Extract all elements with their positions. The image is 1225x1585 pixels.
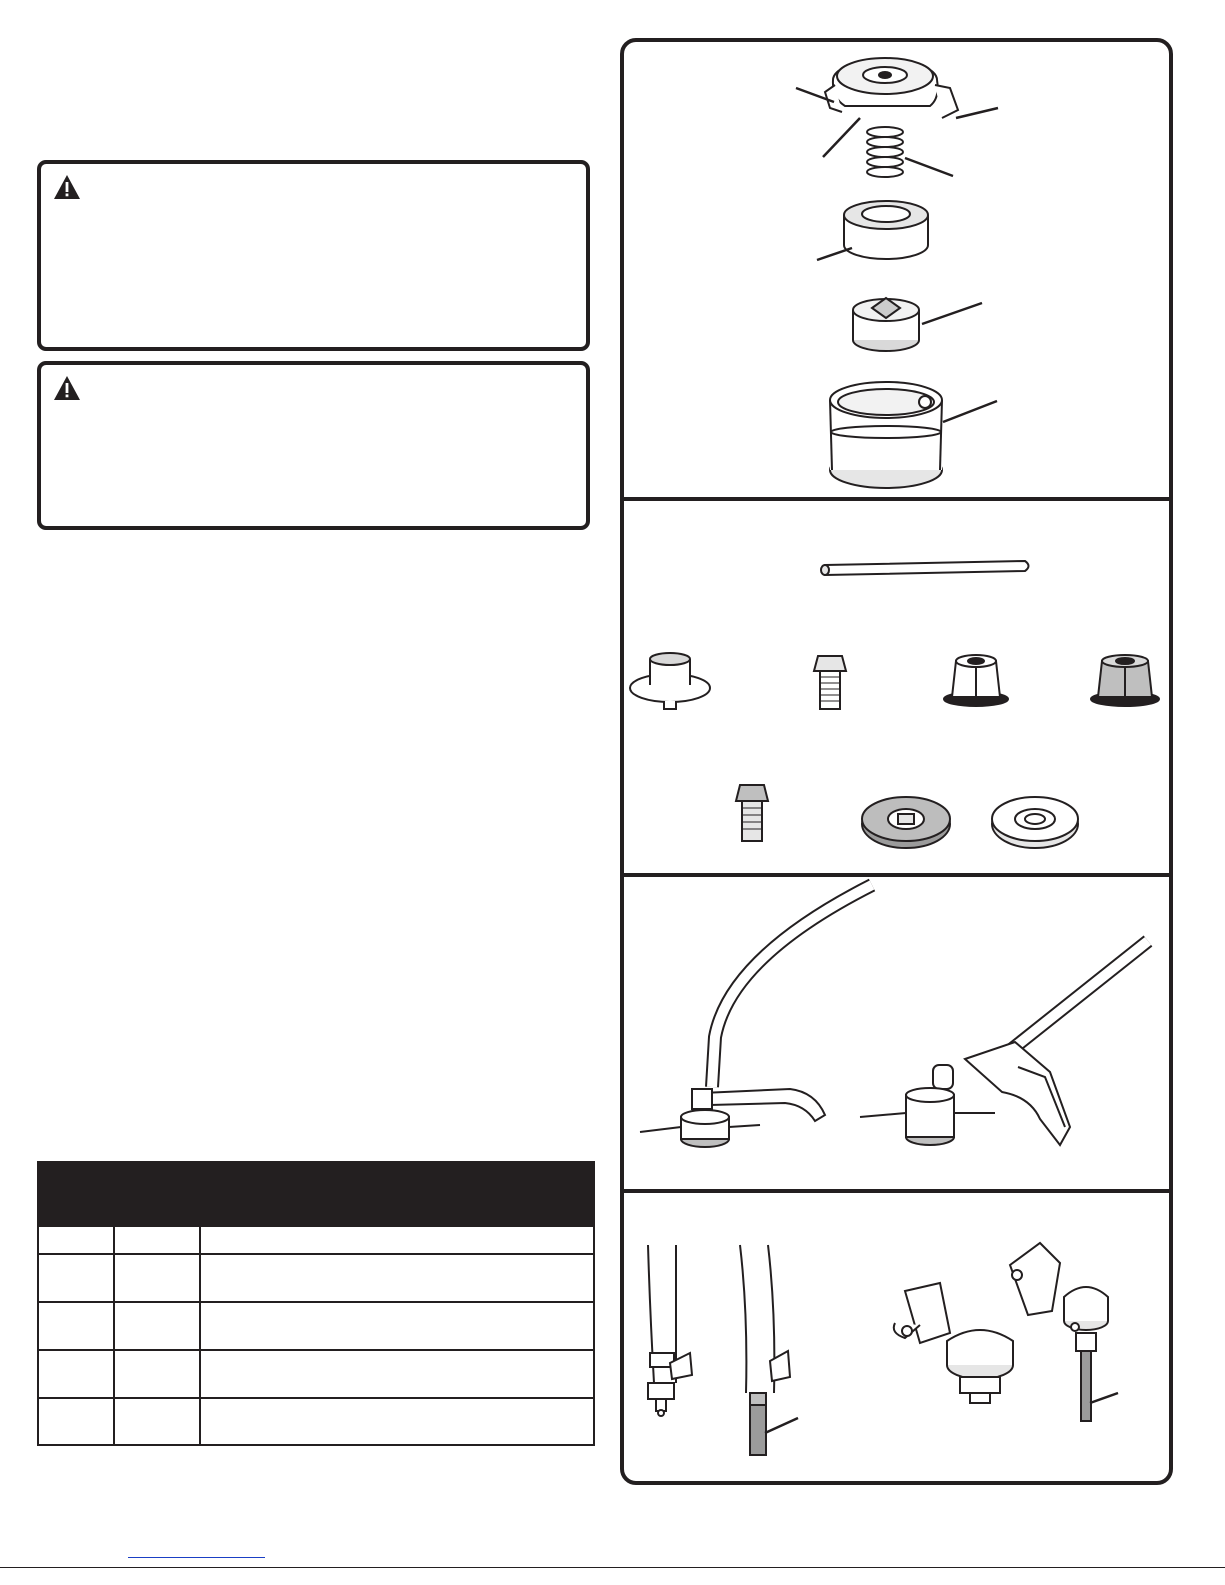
spec-table	[37, 1161, 595, 1446]
footer-link-underline[interactable]	[128, 1557, 265, 1558]
straight-gearhead-right	[1010, 1243, 1118, 1421]
table-row-line	[37, 1253, 595, 1255]
table-row-line	[37, 1301, 595, 1303]
curved-shaft-end	[648, 1245, 692, 1416]
table-col-line	[593, 1227, 595, 1446]
short-bolt-part	[814, 656, 846, 709]
shaft-ends-figure	[620, 1193, 1173, 1483]
table-row-line	[37, 1397, 595, 1399]
dark-washer-part	[862, 797, 950, 848]
hardware-kit-figure	[620, 501, 1173, 873]
spring-part	[867, 127, 903, 177]
adapter-cap-part	[630, 653, 710, 709]
spec-table-header	[37, 1161, 595, 1227]
straight-gearhead-left	[894, 1283, 1013, 1403]
hub-insert-part	[853, 298, 919, 351]
trimmer-types-figure	[620, 877, 1173, 1189]
curved-shaft-end-with-cable	[740, 1245, 798, 1455]
spool-cover-part	[825, 58, 958, 118]
light-washer-part	[992, 797, 1078, 848]
table-row-line	[37, 1444, 595, 1446]
curved-shaft-trimmer	[640, 885, 872, 1147]
warning-box-2	[37, 361, 590, 530]
table-col-line	[199, 1227, 201, 1446]
footer-rule	[0, 1567, 1225, 1568]
warning-box-1	[37, 160, 590, 351]
table-col-line	[113, 1227, 115, 1446]
spool-part	[844, 201, 928, 259]
housing-part	[830, 382, 942, 488]
warning-triangle-icon	[53, 174, 81, 200]
table-row-line	[37, 1349, 595, 1351]
large-flanged-nut-part	[1091, 655, 1159, 706]
flanged-nut-part	[944, 655, 1008, 706]
exploded-view-figure	[620, 40, 1173, 497]
table-col-line	[37, 1227, 39, 1446]
straight-shaft-trimmer	[860, 941, 1148, 1145]
long-bolt-part	[736, 785, 768, 841]
line-rod-part	[821, 561, 1029, 575]
warning-triangle-icon	[53, 375, 81, 401]
